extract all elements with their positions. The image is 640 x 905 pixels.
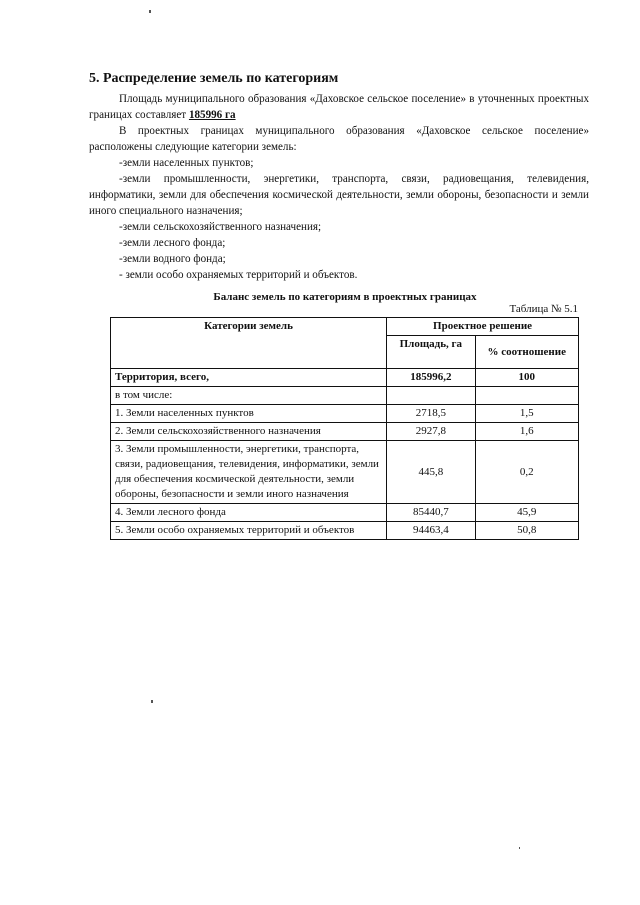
scan-speck: [149, 10, 151, 13]
table-row-subtotal: [111, 387, 579, 405]
land-balance-table: [110, 317, 579, 540]
row-percent: 1,6: [475, 423, 578, 441]
category-list-item: -земли водного фонда;: [119, 253, 226, 265]
row-area: 85440,7: [387, 504, 475, 522]
header-percent: % соотношение: [475, 336, 578, 369]
row-name: 1. Земли населенных пунктов: [111, 405, 387, 423]
row-area: 445,8: [387, 441, 475, 504]
category-list-item: -земли населенных пунктов;: [119, 157, 254, 169]
row-percent: 45,9: [475, 504, 578, 522]
table-header-row: [111, 318, 579, 336]
table-number: Таблица № 5.1: [509, 303, 578, 315]
area-paragraph-text: Площадь муниципального образования «Даховское сельское поселение» в уточненных проектных границах составляет: [89, 93, 589, 121]
section-body: [89, 91, 589, 283]
category-list-item: -земли лесного фонда;: [119, 237, 226, 249]
table-row: [111, 423, 579, 441]
table-row: [111, 405, 579, 423]
total-percent: 100: [475, 369, 578, 387]
table-title: Баланс земель по категориям в проектных границах: [213, 291, 477, 303]
row-name: 4. Земли лесного фонда: [111, 504, 387, 522]
row-area: 2718,5: [387, 405, 475, 423]
header-solution: Проектное решение: [387, 318, 579, 336]
table-row: [111, 504, 579, 522]
scan-speck: [151, 700, 153, 703]
subtotal-label: в том числе:: [111, 387, 387, 405]
total-area: 185996,2: [387, 369, 475, 387]
categories-intro: В проектных границах муниципального образования «Даховское сельское поселение» расположены следующие категории земель:: [89, 125, 589, 153]
category-list-item: -земли сельскохозяйственного назначения;: [119, 221, 322, 233]
scan-speck: [519, 847, 520, 849]
row-percent: 50,8: [475, 522, 578, 540]
header-category: Категории земель: [111, 318, 387, 369]
category-list-item: - земли особо охраняемых территорий и объектов.: [119, 269, 358, 281]
row-area: 94463,4: [387, 522, 475, 540]
row-name: 2. Земли сельскохозяйственного назначения: [111, 423, 387, 441]
table-row-total: [111, 369, 579, 387]
row-name: 3. Земли промышленности, энергетики, транспорта, связи, радиовещания, телевидения, информатики, земли для обеспечения космической деятельности, земли обороны, безопасности и земли иного назначения: [111, 441, 387, 504]
row-area: 2927,8: [387, 423, 475, 441]
row-percent: 1,5: [475, 405, 578, 423]
header-area: Площадь, га: [387, 336, 475, 369]
row-percent: 0,2: [475, 441, 578, 504]
empty-cell: [387, 387, 475, 405]
section-heading: 5. Распределение земель по категориям: [89, 71, 339, 86]
row-name: 5. Земли особо охраняемых территорий и объектов: [111, 522, 387, 540]
total-area-value: 185996 га: [188, 109, 236, 121]
total-label: Территория, всего,: [111, 369, 387, 387]
empty-cell: [475, 387, 578, 405]
category-list-item: -земли промышленности, энергетики, транспорта, связи, радиовещания, телевидения, информатики, земли для обеспечения космической деятельности, земли обороны, безопасности и земли иного специального назначения;: [89, 173, 589, 217]
area-paragraph: [89, 91, 589, 123]
table-row: [111, 522, 579, 540]
table-row: [111, 441, 579, 504]
